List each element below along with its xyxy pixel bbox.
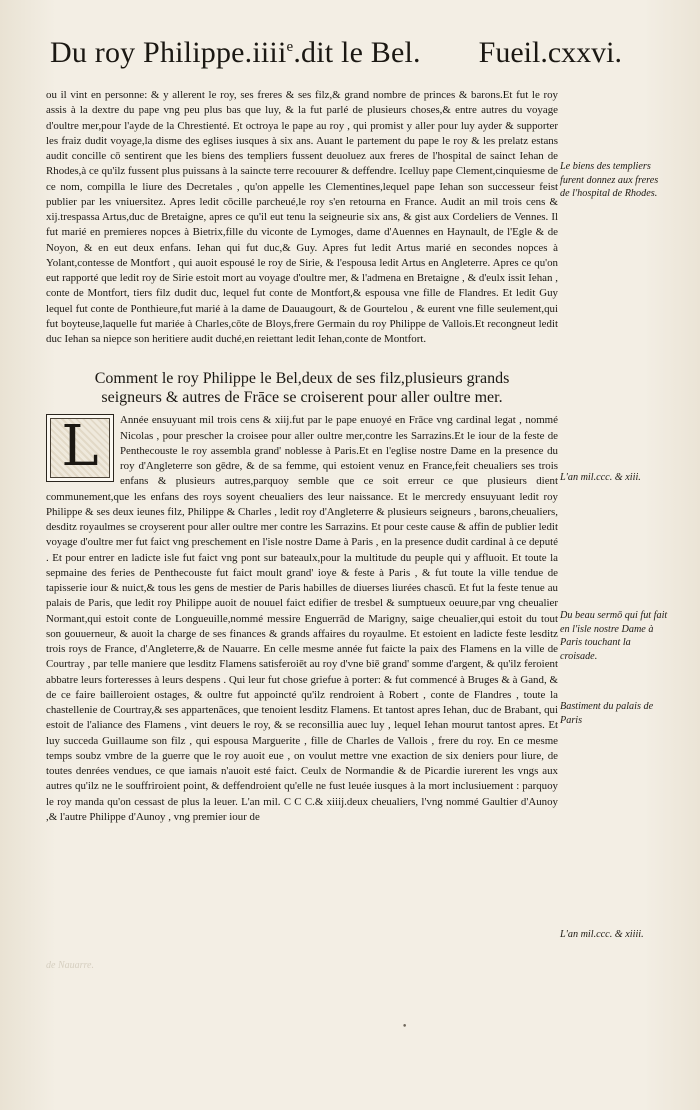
running-title-main: Du roy Philippe.iiii (50, 36, 287, 69)
chapter-paragraph-text: Année ensuyuant mil trois cens & xiij.fut par le pape enuoyé en Frāce vng cardinal legat , nommé Nicolas , pour prescher la croisee pour aller oultre mer,contre les Sarrazins.Et le iour de la feste de Penthecouste le roy assembla grand' noblesse à Paris.Et en l'eglise nostre Dame en la presence du roy d'Angleterre son gēdre, & de sa femme, qui estoient venuz en France,feit cheualiers ses trois enfans & plusieurs autres,parquoy semble que ce soit erreur ce que plusieurs dient communement,que les enfans des roys soyent cheualiers des leur naissance. Et le mercredy ensuyuant ledit roy Philippe & ses deux ieunes filz, Philippe & Charles , ledit roy d'Angleterre & plusieurs seigneurs , barons,cheualiers, desditz royaulmes se croyserent pour aller oultre mer contre les Sarrazins. Et pour ceste cause & affin de publier ledit voyage d'oultre mer fut faict vng preschement en l'isle nostre Dame à Paris , en la presence dudit cardinal à ce deputé . Et pour entrer en ladicte isle fut faict vng pont sur bateaulx,pour la multitude du peuple qui y affluoit. Et toute la sepmaine des feries de Penthecouste fut faict moult grand' ioye & feste à Paris , & fut toute la ville tendue de tapisserie iour & nuict,& tous les gens de mestier de Paris habilles de diuerses liurées chascū. Et fut la feste tenue au palais de Paris, que ledit roy Philippe auoit de nouuel faict edifier de tresbel & sumptueux oeuure,par vng cheualier Normant,qui estoit conte de Longueuille,nommé messire Enguerrād de Marigny, saige cheualier,qui estoit du tout son gouuerneur, & auoit la charge de ses finances & grands affaires du royaulme. Et estoient en ladicte feste lesditz trois roys de France, d'Angleterre,& de Nauarre. En celle mesme année fut faicte la paix des Flamens en la ville de Courtray , par telle maniere que lesditz Flamens satisferoiēt au roy d'vne biē grand' somme d'argent, & qu'ilz feroient abbatre leurs forteresses à leurs despens . Qui leur fut chose griefue à porter: & fut commencé à Bruges & à Gand, & de ce faire bailleroient ostages, & oultre fut appoincté qu'ilz rendroient à Robert , conte de Flandres , toute la chastellenie de Courtray,& ses appartenāces, que tenoient lesditz Flamens. Et tantost apres Iehan, duc de Brabant, qui estoit de l'aliance des Flamens , vint deuers le roy, & se reconsillia auec luy , lequel Iehan mourut tantost apres. Et luy succeda Guillaume son filz , qui espousa Marguerite , fille de Charles de Vallois , frere du roy. En ce mesme temps soubz vmbre de la guerre que le roy auoit eue , on voulut mettre vne exaction de six deniers pour liure, de toutes denrées vendues, ce que iamais n'auoit esté faict. Ceulx de Normandie & de Picardie iurerent les vngs aux autres qu'ilz ne le souffriroient point, & deffendroient qu'elle ne fust leuée iusques à la mort inclusiuement : parquoy le roy manda qu'on cessast de plus la leuer. L'an mil. C C C.& xiiij.deux cheualiers, l'vng nommé Gaultier d'Aunoy ,& l'autre Philippe d'Aunoy , vng premier iour de (46, 414, 558, 823)
margin-note-sermon: Du beau sermō qui fut fait en l'isle nostre Dame à Paris touchant la croisade. (560, 610, 668, 662)
margin-note-templiers: Le biens des templiers furent donnez aux freres de l'hospital de Rhodes. (560, 161, 659, 199)
paragraph-continuation: ou il vint en personne: & y allerent le roy, ses freres & ses filz,& grand nombre de princes & barons.Et fut le roy assis à la dextre du pape vng peu plus bas que luy, & la fut parlé de plusieurs choses,& entre autres du voyage d'oultre mer,pour l'ayde de la Chrestienté. Et octroya le pape au roy , qui promist y aller pour luy ayder & supporter les fraiz dudit voyage,la disme des eglises iusques à six ans. Auant le partement du pape le roy & les prelatz estans audit concille cō sentirent que les biens des templiers fussent deuoluez aux freres de l'hospital de sainct Iehan de Rhodes,à ce qu'ilz fussent plus puissans à la saincte terre recouurer & deffendre. Icelluy pape Clement,cinquiesme de ce nom, compilla le liure des Decretales , qu'on appelle les Clementines,lequel pape Iehan son successeur feist publier par les vniuersitez. Apres ledit cōcille parcheué,le roy s'en retourna en France. Audit an mil trois cens & xij.trespassa Artus,duc de Bretaigne, apres ce qu'il eut tenu la seigneurie six ans, & gist aux Cordeliers de Vennes. Il fut marié en premieres nopces à Bietrix,fille du viconte de Lymoges, dame d'Auennes en Haynault, de l'Egle & de Noyon, & en eut deux enfans. Iehan qui fut duc,& Guy. Apres fut ledit Artus marié en secondes nopces à Yolant,contesse de Montfort , qui auoit espousé le roy de Sirie, & l'espousa ledit Artus en Angleterre. Apres ce qu'on eut rapporté que ledit roy de Sirie estoit mort au voyage d'oultre mer, & l'admena en Bretaigne , & d'eulx issit Iehan , conte de Montfort, tiers filz dudit duc, lequel fut conte de Montfort,& espousa vne fille de Flandres. Et ledit Guy lequel fut conte de Ponthieure,fut marié à la dame de Dauaugourt, & de Gourtelou , & eurent vne fille seulement,qui fut boyteuse,laquelle fut mariée à Charles,cōte de Bloys,frere Germain du roy Philippe de Vallois.Et recongneut ledit duc Iehan sa niepce son heritiere audit duché,en reiettant ledit Iehan,conte de Montfort. (46, 89, 558, 345)
paper-speck: • (402, 1022, 408, 1032)
bleed-through-text: de Nauarre. (46, 960, 94, 971)
running-title (50, 36, 421, 70)
initial-letter: L (61, 414, 99, 480)
decorated-initial (46, 414, 114, 482)
main-text-column (46, 88, 558, 825)
margin-note-year-1313: L'an mil.ccc. & xiii. (560, 472, 641, 483)
chapter-paragraph (46, 413, 558, 825)
margin-note-year-1314: L'an mil.ccc. & xiiii. (560, 929, 644, 940)
running-title-superscript: e (286, 39, 294, 55)
margin-note-palais: Bastiment du palais de Paris (560, 701, 654, 726)
running-title-tail: .dit le Bel. (293, 36, 421, 69)
page-header (50, 36, 630, 84)
folio-number: Fueil.cxxvi. (478, 36, 622, 69)
chapter-heading: Comment le roy Philippe le Bel,deux de ses filz,plusieurs grands seigneurs & autres de Frāce se croiserent pour aller oultre mer. (94, 370, 510, 407)
